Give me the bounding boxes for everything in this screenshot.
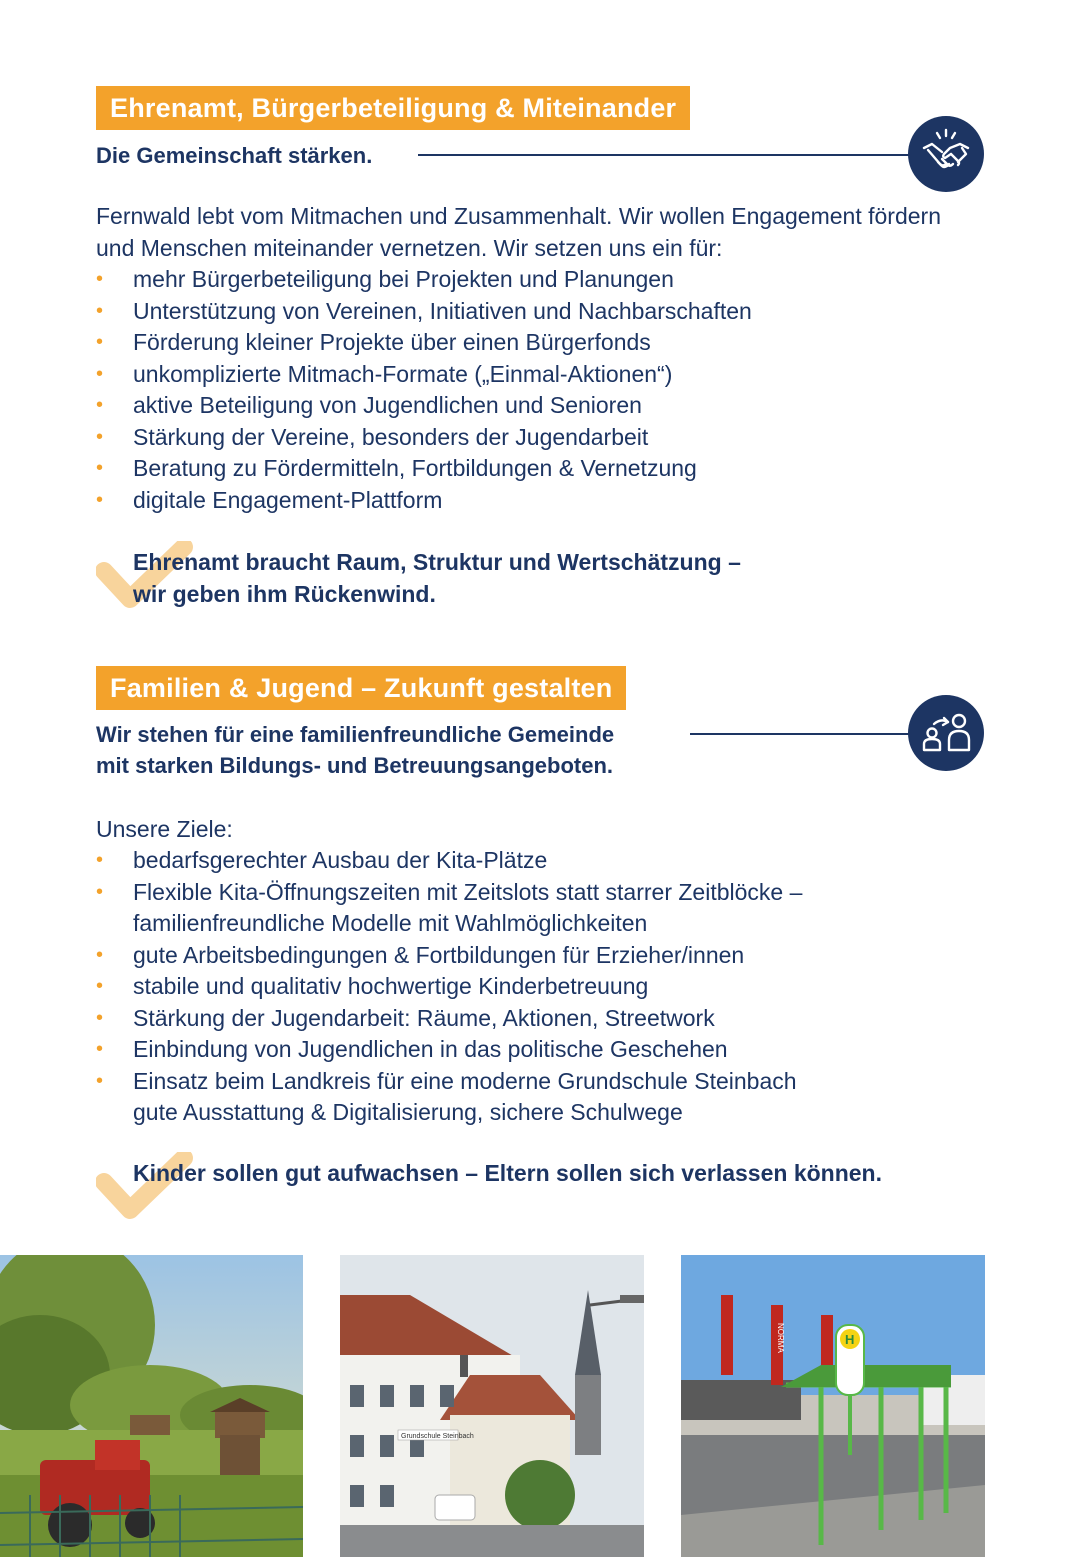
school-sign-text: Grundschule Steinbach (401, 1433, 474, 1440)
section1-title: Ehrenamt, Bürgerbeteiligung & Miteinander (96, 86, 690, 130)
photo-school (340, 1255, 644, 1557)
list-item: • Stärkung der Jugendarbeit: Räume, Aktionen, Streetwork (96, 1004, 715, 1031)
section1-bullet-list (96, 264, 996, 516)
handshake-icon (908, 116, 984, 192)
section2-subtitle (96, 719, 614, 781)
list-item: • unkomplizierte Mitmach-Formate („Einmal-Aktionen“) (96, 360, 673, 387)
section2-subtitle-line1: Wir stehen für eine familienfreundliche Gemeinde (96, 722, 615, 747)
section2-subtitle-line2: mit starken Bildungs- und Betreuungsangeboten. (96, 753, 614, 778)
list-item: • gute Arbeitsbedingungen & Fortbildungen für Erzieher/innen (96, 941, 745, 968)
section2-conclusion-text: Kinder sollen gut aufwachsen – Eltern sollen sich verlassen können. (133, 1160, 882, 1186)
section1-conclusion-line1: Ehrenamt braucht Raum, Struktur und Wertschätzung – (133, 549, 741, 575)
list-item: • digitale Engagement-Plattform (96, 486, 443, 513)
list-item: • aktive Beteiligung von Jugendlichen und Senioren (96, 392, 642, 418)
section2-bullet-list (96, 845, 996, 1129)
list-item: • Stärkung der Vereine, besonders der Jugendarbeit (96, 423, 649, 450)
list-item: • bedarfsgerechter Ausbau der Kita-Plätze (96, 847, 548, 873)
list-item: • Beratung zu Fördermitteln, Fortbildungen & Vernetzung (96, 455, 697, 481)
family-icon (908, 695, 984, 771)
section2-title: Familien & Jugend – Zukunft gestalten (96, 666, 626, 710)
list-item: • Flexible Kita-Öffnungszeiten mit Zeitslots statt starrer Zeitblöcke – familienfreundliche Modelle mit Wahlmöglichkeiten (96, 878, 803, 936)
list-item: • Einbindung von Jugendlichen in das politische Geschehen (96, 1036, 728, 1062)
section1-intro-line2: und Menschen miteinander vernetzen. Wir setzen uns ein für: (96, 234, 723, 261)
section2-conclusion (96, 1158, 996, 1190)
list-item: • mehr Bürgerbeteiligung bei Projekten und Planungen (96, 266, 674, 292)
section1-intro-line1: Fernwald lebt vom Mitmachen und Zusammenhalt. Wir wollen Engagement fördern (96, 203, 941, 229)
bus-stop-letter: H (845, 1332, 855, 1347)
section1-subtitle: Die Gemeinschaft stärken. (96, 143, 373, 168)
banner-text: NORMA (776, 1323, 785, 1353)
section2-rule (690, 733, 914, 735)
list-item: • Förderung kleiner Projekte über einen Bürgerfonds (96, 329, 651, 355)
section1-rule (418, 154, 914, 156)
section1-conclusion (96, 547, 996, 610)
photo-playground (0, 1255, 303, 1557)
section2-intro: Unsere Ziele: (96, 816, 233, 842)
photo-bus-stop (681, 1255, 985, 1557)
list-item: • Unterstützung von Vereinen, Initiativen und Nachbarschaften (96, 297, 752, 324)
section1-intro (96, 201, 996, 264)
list-item: • stabile und qualitativ hochwertige Kinderbetreuung (96, 973, 649, 999)
list-item: • Einsatz beim Landkreis für eine moderne Grundschule Steinbach gute Ausstattung & Digitalisierung, sichere Schulwege (96, 1067, 797, 1125)
section1-conclusion-line2: wir geben ihm Rückenwind. (133, 580, 436, 607)
